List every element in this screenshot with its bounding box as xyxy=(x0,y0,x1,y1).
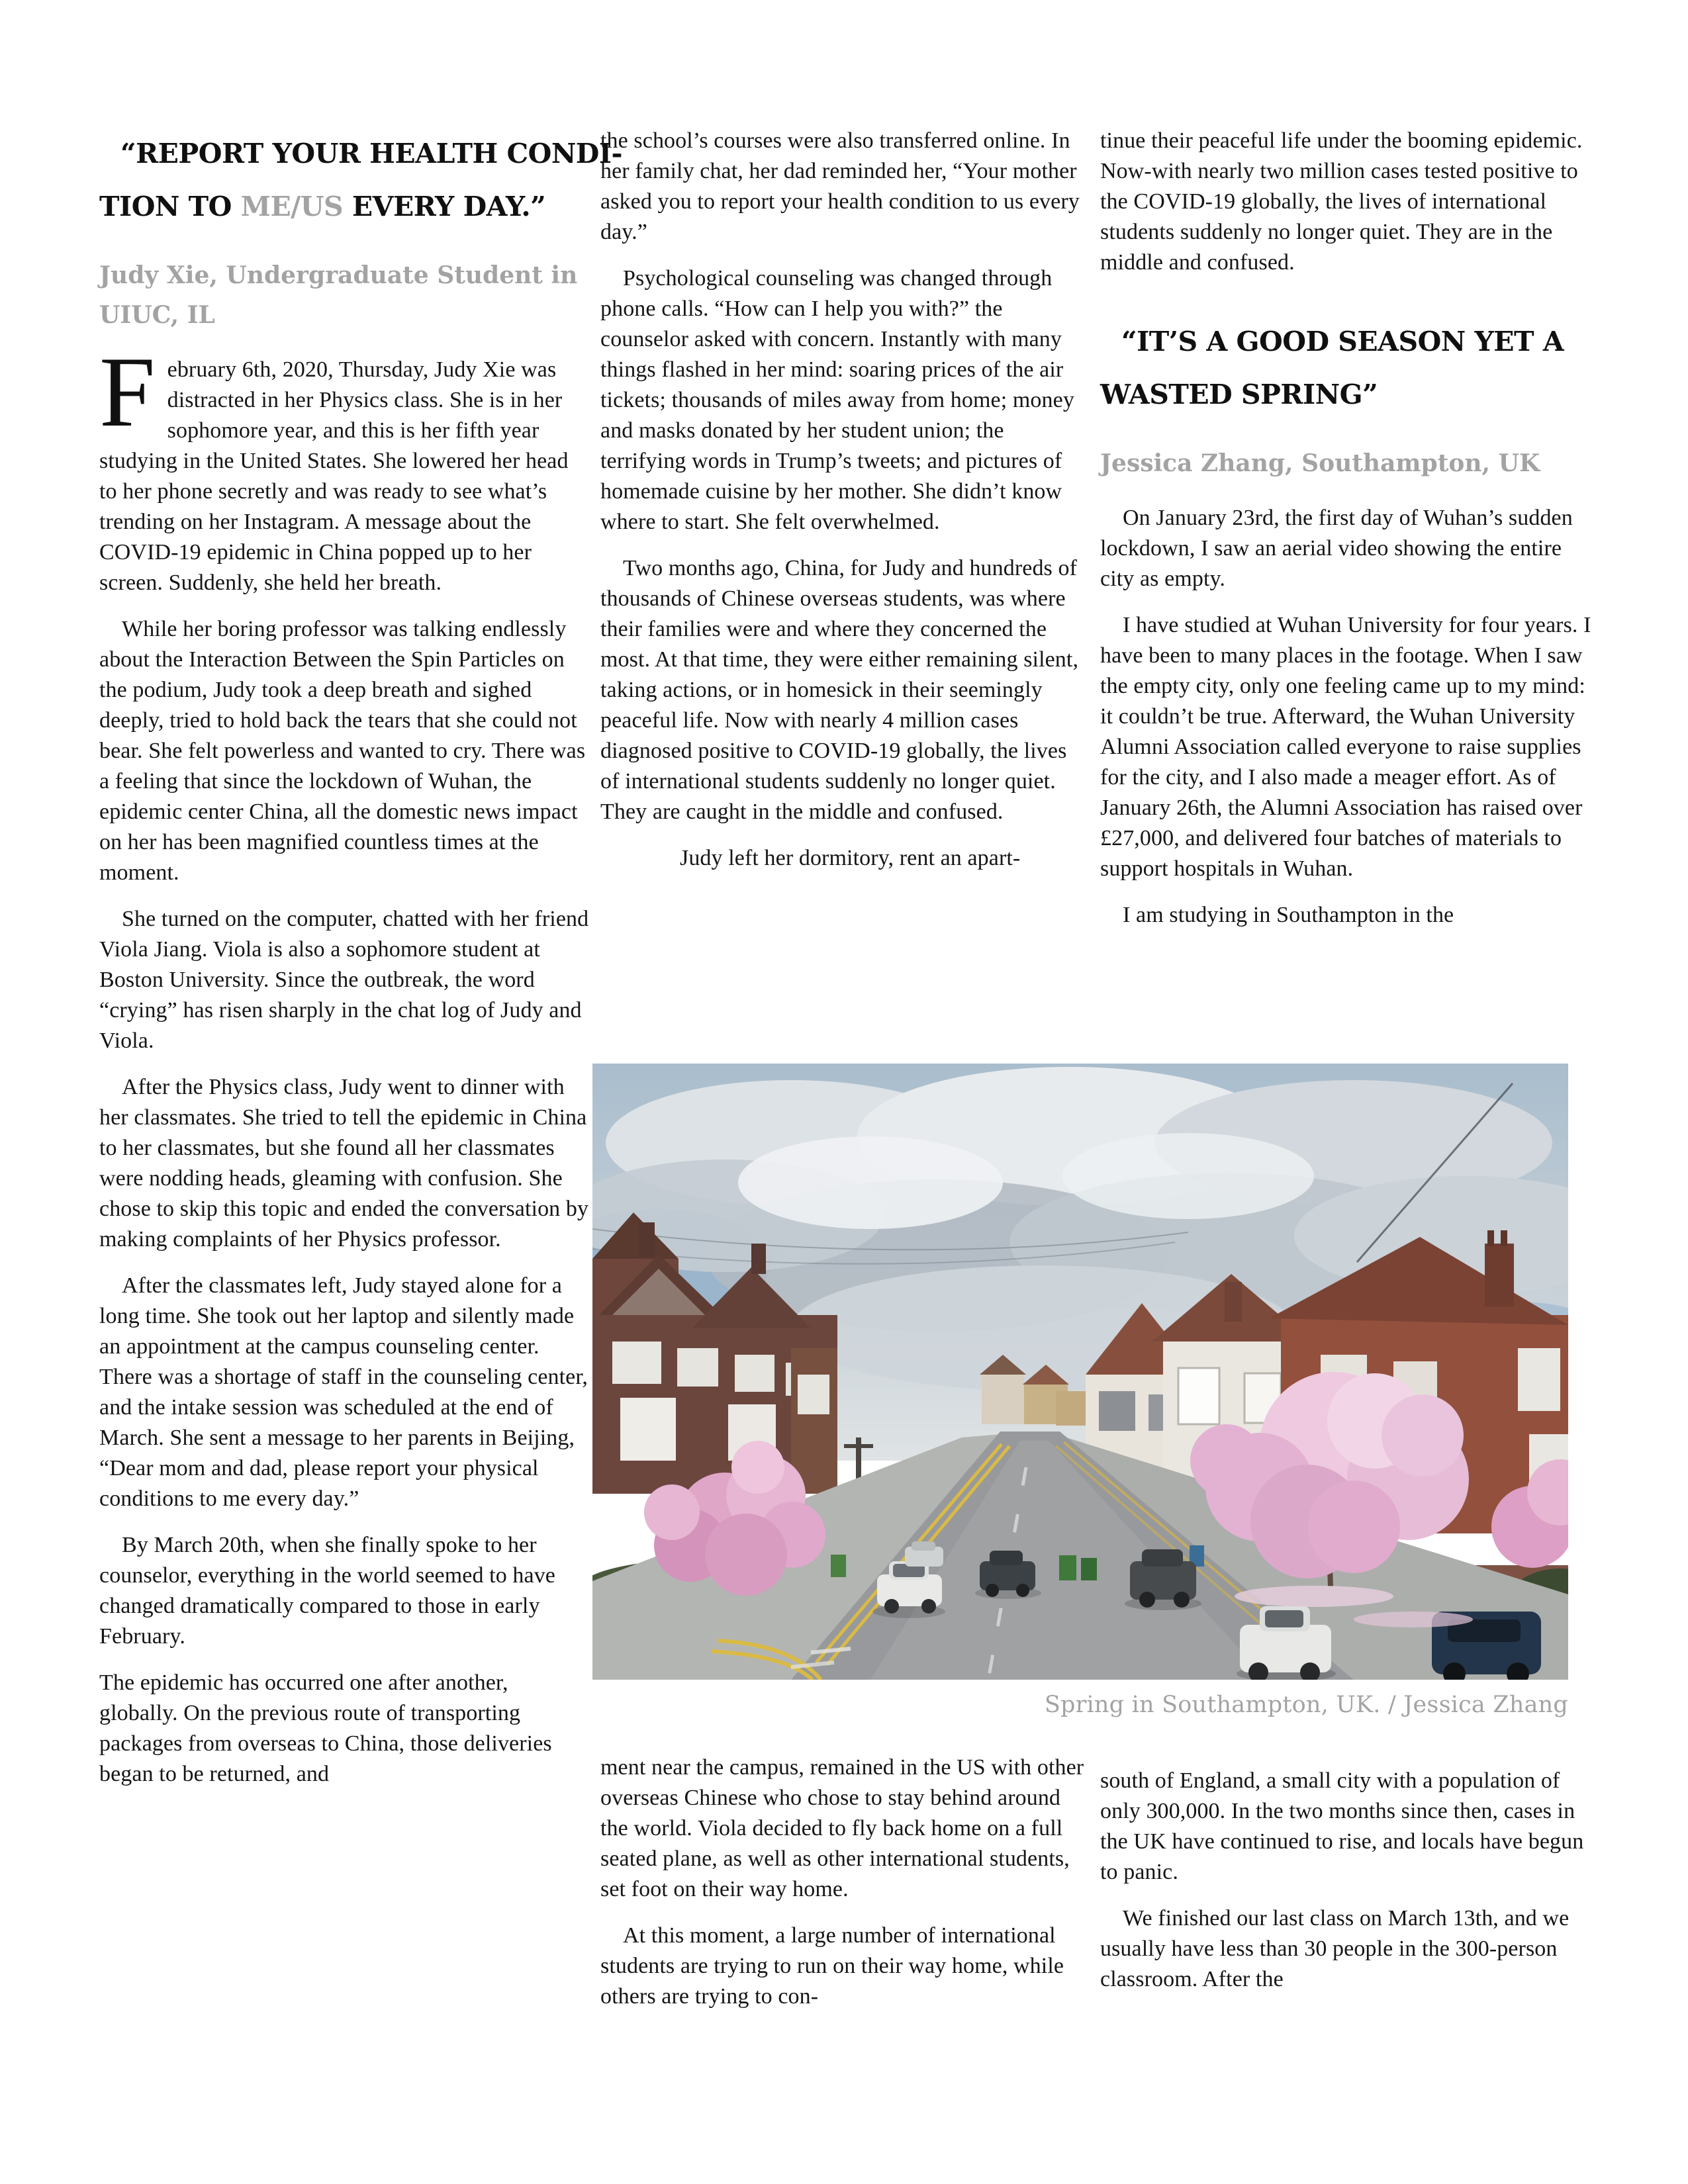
column-right xyxy=(1100,126,1598,946)
paragraph: We finished our last class on March 13th, and we usually have less than 30 people in the 300-person classroom. After the xyxy=(1100,1906,1570,1991)
paragraph: south of England, a small city with a population of only 300,000. In the two months since then, cases in the UK have continued to rise, and locals have begun to panic. xyxy=(1100,1768,1584,1884)
heading-line: “REPORT YOUR HEALTH CONDI- xyxy=(120,138,623,169)
paragraph: I am studying in Southampton in the xyxy=(1123,903,1454,927)
paragraph: At this moment, a large number of international students are trying to run on their way home, while others are trying to con- xyxy=(600,1923,1064,2009)
byline-jessica-zhang: Jessica Zhang, Southampton, UK xyxy=(1100,449,1540,477)
street-photo-illustration xyxy=(592,1064,1568,1680)
article-heading-1 xyxy=(99,127,623,233)
heading-highlight: ME/US xyxy=(240,191,344,222)
southampton-street-photo xyxy=(592,1064,1568,1680)
paragraph: By March 20th, when she finally spoke to her counselor, everything in the world seemed to have changed dramatically compared to those in early February. xyxy=(99,1533,556,1649)
paragraph: She turned on the computer, chatted with her friend Viola Jiang. Viola is also a sophomore student at Boston University. Since the outbreak, the word “crying” has risen sharply in the chat log of Judy and Viola. xyxy=(99,907,589,1053)
heading-line: TION TO ME/US EVERY DAY.” xyxy=(99,191,546,222)
byline-judy-xie: Judy Xie, Undergraduate Student in UIUC, IL xyxy=(99,261,578,329)
paragraph: tinue their peaceful life under the booming epidemic. Now-with nearly two million cases tested positive to the COVID-19 globally, the lives of international students suddenly no longer quiet. They are in the middle and confused. xyxy=(1100,128,1583,275)
paragraph: ment near the campus, remained in the US with other overseas Chinese who chose to stay behind around the world. Viola decided to fly back home on a full seated plane, as well as other international students, set foot on their way home. xyxy=(600,1755,1084,1901)
paragraph: Judy left her dormitory, rent an apart- xyxy=(680,846,1021,870)
paragraph: Two months ago, China, for Judy and hundreds of thousands of Chinese overseas students, was where their families were and where they concerned the most. At that time, they were either remaining silent, taking actions, or in homesick in their seemingly peaceful life. Now with nearly 4 million cases diagnosed positive to COVID-19 globally, the lives of international students suddenly no longer quiet. They are caught in the middle and confused. xyxy=(600,556,1079,824)
paragraph: the school’s courses were also transferred online. In her family chat, her dad reminded her, “Your mother asked you to report your health condition to us every day.” xyxy=(600,128,1080,244)
article-heading-2 xyxy=(1100,315,1598,421)
heading-line: WASTED SPRING” xyxy=(1100,379,1378,410)
paragraph: On January 23rd, the first day of Wuhan’s sudden lockdown, I saw an aerial video showing the entire city as empty. xyxy=(1100,506,1573,591)
column-right-continued xyxy=(1100,1766,1598,2011)
column-middle-continued xyxy=(600,1752,1094,2028)
column-middle xyxy=(600,126,1090,874)
paragraph: Psychological counseling was changed through phone calls. “How can I help you with?” the counselor asked with concern. Instantly with many things flashed in her mind: soaring prices of the air tickets; thousands of miles away from home; money and masks donated by her student union; the terrifying words in Trump’s tweets; and pictures of homemade cuisine by her mother. She didn’t know where to start. She felt overwhelmed. xyxy=(600,266,1074,534)
photo-caption: Spring in Southampton, UK. / Jessica Zhang xyxy=(1044,1692,1568,1718)
paragraph: After the classmates left, Judy stayed alone for a long time. She took out her laptop and silently made an appointment at the campus counseling center. There was a shortage of staff in the counseling center, and the intake session was scheduled at the end of March. She sent a message to her parents in Beijing, “Dear mom and dad, please report your physical conditions to me every day.” xyxy=(99,1273,588,1511)
paragraph: I have studied at Wuhan University for four years. I have been to many places in the footage. When I saw the empty city, only one feeling came up to my mind: it couldn’t be true. Afterward, the Wuhan University Alumni Association called everyone to raise supplies for the city, and I also made a meager effort. As of January 26th, the Alumni Association has raised over £27,000, and delivered four batches of materials to support hospitals in Wuhan. xyxy=(1100,613,1591,881)
paragraph: After the Physics class, Judy went to dinner with her classmates. She tried to tell the epidemic in China to her classmates, but she found all her classmates were nodding heads, gleaming with confusion. She chose to skip this topic and ended the conversation by making complaints of her Physics professor. xyxy=(99,1075,589,1251)
paragraph: While her boring professor was talking endlessly about the Interaction Between the Spin Particles on the podium, Judy took a deep breath and sighed deeply, tried to hold back the tears that she could not bear. She felt powerless and wanted to cry. There was a feeling that since the lockdown of Wuhan, the epidemic center China, all the domestic news impact on her has been magnified countless times at the moment. xyxy=(99,617,586,885)
drop-cap: F xyxy=(99,336,156,447)
paragraph: February 6th, 2020, Thursday, Judy Xie was distracted in her Physics class. She is in her sophomore year, and this is her fifth year studying in the United States. She lowered her head to her phone secretly and was ready to see what’s trending on her Instagram. A message about the COVID-19 epidemic in China popped up to her screen. Suddenly, she held her breath. xyxy=(99,336,569,595)
column-left xyxy=(99,127,623,1805)
heading-line: “IT’S A GOOD SEASON YET A xyxy=(1121,326,1564,357)
paragraph: The epidemic has occurred one after another, globally. On the previous route of transporting packages from overseas to China, those deliveries began to be returned, and xyxy=(99,1670,552,1786)
